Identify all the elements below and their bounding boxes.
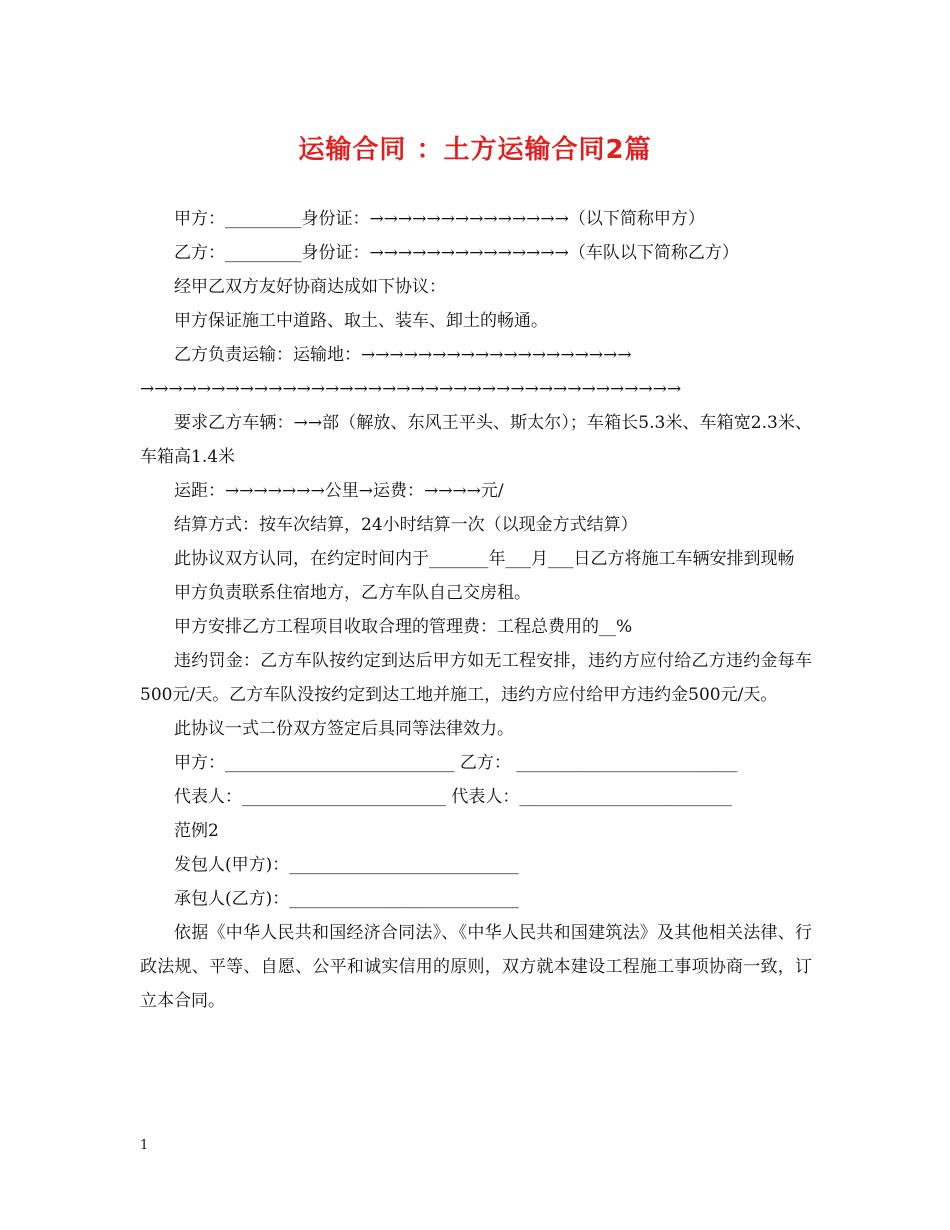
paragraph-party-b: 乙方：_________身份证：→→→→→→→→→→→→→→（车队以下简称乙方） bbox=[174, 243, 739, 263]
document-title: 运输合同 ：土方运输合同2篇 bbox=[298, 135, 652, 165]
paragraph-transport-location-cont: →→→→→→→→→→→→→→→→→→→→→→→→→→→→→→→→→→→→→→ bbox=[140, 379, 682, 399]
paragraph-signature-parties: 甲方：___________________________ 乙方： __________________________ bbox=[174, 753, 738, 773]
page-number: 1 bbox=[140, 1138, 149, 1153]
paragraph-settlement: 结算方式：按车次结算，24小时结算一次（以现金方式结算） bbox=[174, 515, 638, 535]
paragraph-management-fee: 甲方安排乙方工程项目收取合理的管理费：工程总费用的__% bbox=[174, 617, 633, 637]
paragraph-example-2: 范例2 bbox=[174, 821, 219, 841]
paragraph-vehicle-requirements: 要求乙方车辆：→→部（解放、东风王平头、斯太尔）；车箱长5.3米、车箱宽2.3米、车箱高1.4米 bbox=[140, 413, 812, 467]
paragraph-legal-basis: 依据《中华人民共和国经济合同法》、《中华人民共和国建筑法》及其他相关法律、行政法规、平等、自愿、公平和诚实信用的原则，双方就本建设工程施工事项协商一致，订立本合同。 bbox=[140, 923, 812, 1011]
paragraph-employer: 发包人(甲方)：___________________________ bbox=[174, 855, 519, 875]
paragraph-party-a: 甲方：_________身份证：→→→→→→→→→→→→→→（以下简称甲方） bbox=[174, 209, 705, 229]
paragraph-agreement-intro: 经甲乙双方友好协商达成如下协议： bbox=[174, 277, 446, 297]
paragraph-penalty: 违约罚金：乙方车队按约定到达后甲方如无工程安排，违约方应付给乙方违约金每车500元/天。乙方车队没按约定到达工地并施工，违约方应付给甲方违约金500元/天。 bbox=[140, 651, 812, 705]
paragraph-transport-location: 乙方负责运输：运输地：→→→→→→→→→→→→→→→→→→→ bbox=[174, 345, 632, 365]
paragraph-lodging: 甲方负责联系住宿地方，乙方车队自己交房租。 bbox=[174, 583, 531, 603]
paragraph-schedule: 此协议双方认同，在约定时间内于_______年___月___日乙方将施工车辆安排到现畅 bbox=[174, 549, 795, 569]
paragraph-road-guarantee: 甲方保证施工中道路、取土、装车、卸土的畅通。 bbox=[174, 311, 548, 331]
paragraph-signature-representatives: 代表人：________________________ 代表人：_________________________ bbox=[174, 787, 732, 807]
paragraph-contractor: 承包人(乙方)：___________________________ bbox=[174, 889, 519, 909]
document-body bbox=[140, 202, 812, 1018]
paragraph-distance-fee: 运距：→→→→→→→公里→运费：→→→→元/ bbox=[174, 481, 504, 501]
paragraph-copies: 此协议一式二份双方签定后具同等法律效力。 bbox=[174, 719, 514, 739]
